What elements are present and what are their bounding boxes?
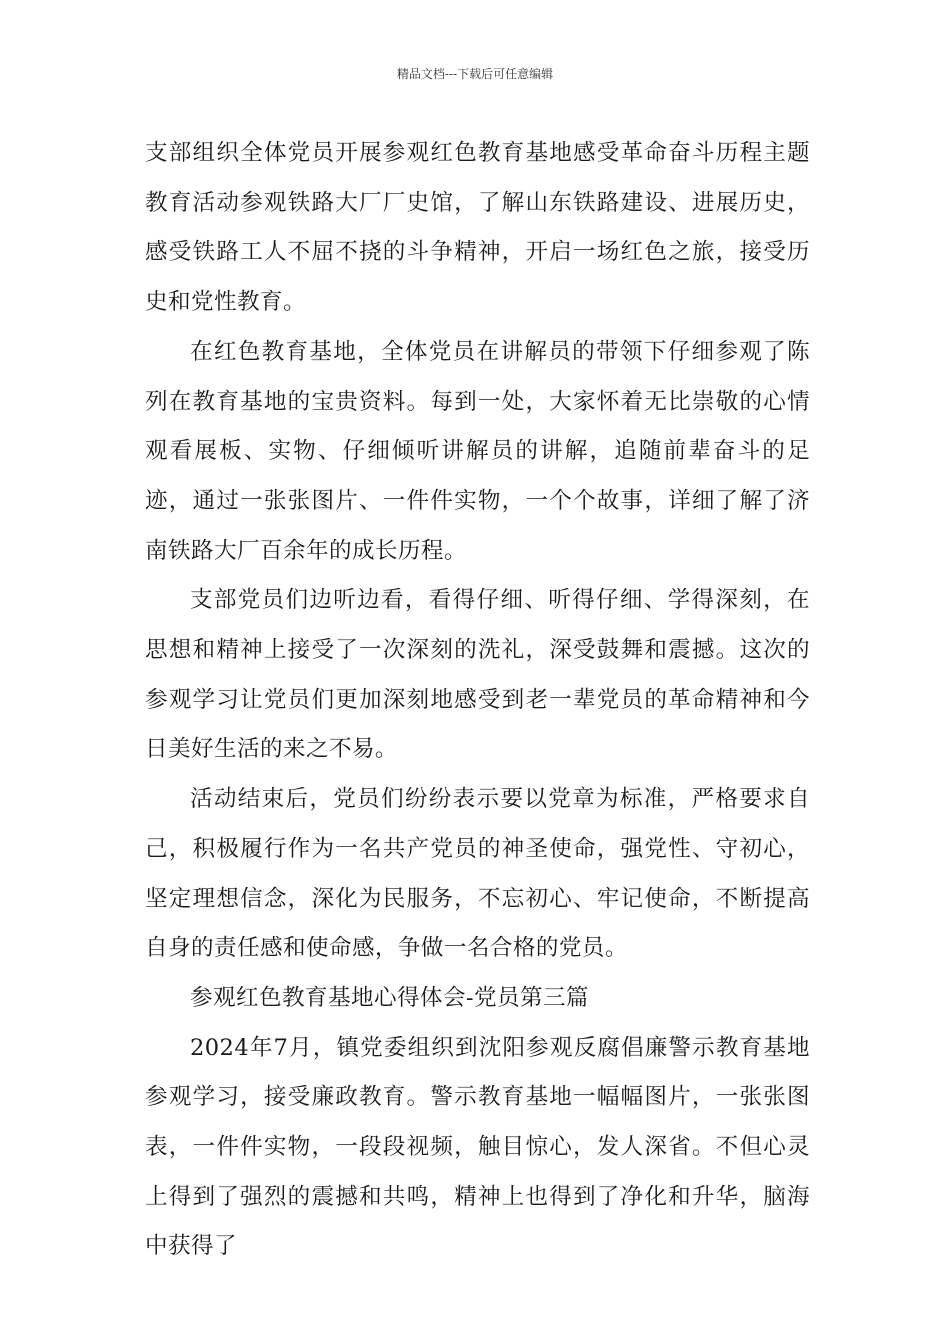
paragraph-1: 支部组织全体党员开展参观红色教育基地感受革命奋斗历程主题教育活动参观铁路大厂厂史馆，了解山东铁路建设、进展历史，感受铁路工人不屈不挠的斗争精神，开启一场红色之旅，接受历史和党性教育。: [145, 140, 810, 316]
paragraph-3: 支部党员们边听边看，看得仔细、听得仔细、学得深刻，在思想和精神上接受了一次深刻的洗礼，深受鼓舞和震撼。这次的参观学习让党员们更加深刻地感受到老一辈党员的革命精神和今日美好生活的来之不易。: [145, 587, 810, 763]
paragraph-2: 在红色教育基地，全体党员在讲解员的带领下仔细参观了陈列在教育基地的宝贵资料。每到一处，大家怀着无比崇敬的心情观看展板、实物、仔细倾听讲解员的讲解，追随前辈奋斗的足迹，通过一张张图片、一件件实物，一个个故事，详细了解了济南铁路大厂百余年的成长历程。: [145, 338, 810, 564]
document-body: [145, 129, 810, 1272]
page-header: 精品文档---下载后可任意编辑: [396, 67, 554, 81]
paragraph-4: 活动结束后，党员们纷纷表示要以党章为标准，严格要求自己，积极履行作为一名共产党员的神圣使命，强党性、守初心，坚定理想信念，深化为民服务，不忘初心、牢记使命，不断提高自身的责任感和使命感，争做一名合格的党员。: [145, 786, 810, 962]
section-title: 参观红色教育基地心得体会-党员第三篇: [190, 984, 589, 1011]
paragraph-5: 2024年7月，镇党委组织到沈阳参观反腐倡廉警示教育基地参观学习，接受廉政教育。警示教育基地一幅幅图片，一张张图表，一件件实物，一段段视频，触目惊心，发人深省。不但心灵上得到了强烈的震撼和共鸣，精神上也得到了净化和升华，脑海中获得了: [145, 1034, 810, 1260]
